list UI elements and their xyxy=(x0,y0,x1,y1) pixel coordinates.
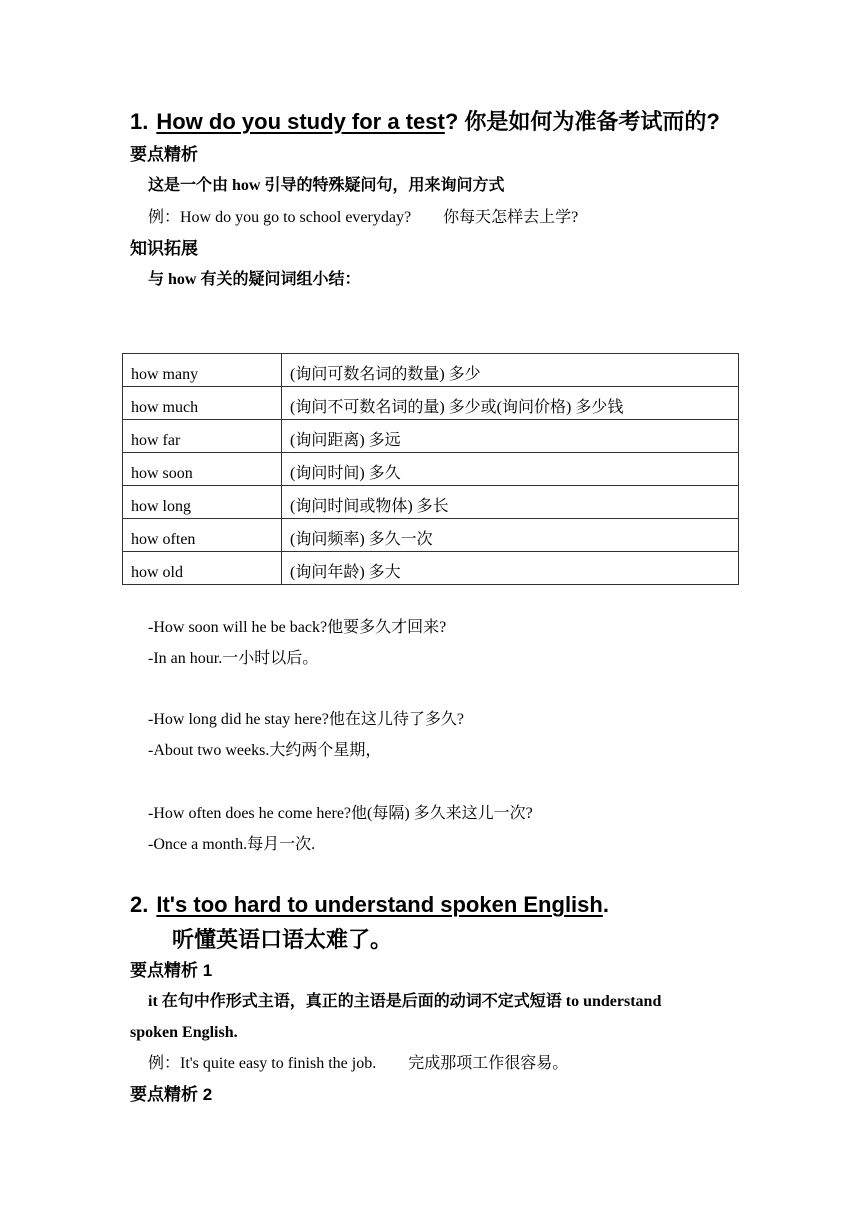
meaning-cell: (询问频率) 多久一次 xyxy=(282,519,739,552)
table-row xyxy=(123,354,739,387)
dialog-line: -Once a month.每月一次. xyxy=(148,836,316,853)
meaning-cell: (询问不可数名词的量) 多少或(询问价格) 多少钱 xyxy=(282,387,739,420)
how-phrases-table xyxy=(122,353,739,585)
section1-key-point-heading: 要点精析 xyxy=(130,145,198,164)
table-row xyxy=(123,519,739,552)
dialog-line: -How often does he come here?他(每隔) 多久来这儿一次? xyxy=(148,805,533,822)
table-row xyxy=(123,420,739,453)
table-row xyxy=(123,453,739,486)
dialog-line: -How long did he stay here?他在这儿待了多久? xyxy=(148,711,464,728)
phrase-cell: how much xyxy=(123,387,282,420)
dialog-line: -In an hour.一小时以后。 xyxy=(148,650,319,667)
section2-key-point1-heading: 要点精析 1 xyxy=(130,961,213,980)
section2-key-point1-line2: spoken English. xyxy=(130,1024,238,1041)
section2-title xyxy=(130,891,609,919)
meaning-cell: (询问距离) 多远 xyxy=(282,420,739,453)
meaning-cell: (询问年龄) 多大 xyxy=(282,552,739,585)
table-row xyxy=(123,486,739,519)
section2-title-en: It's too hard to understand spoken English xyxy=(156,892,603,917)
extension-intro-how: how xyxy=(168,271,197,288)
phrase-cell: how far xyxy=(123,420,282,453)
meaning-cell: (询问可数名词的数量) 多少 xyxy=(282,354,739,387)
dialog-line: -How soon will he be back?他要多久才回来? xyxy=(148,619,447,636)
section1-extension-intro xyxy=(148,269,360,291)
phrase-cell: how many xyxy=(123,354,282,387)
section1-title-zh: ? 你是如何为准备考试而的? xyxy=(444,109,720,134)
key-point-text-part: 引导的特殊疑问句，用来询问方式 xyxy=(264,177,505,194)
section1-key-point-text xyxy=(148,175,504,197)
table-row xyxy=(123,387,739,420)
key-point-text-part: 这是一个由 xyxy=(148,177,229,194)
phrase-cell: how long xyxy=(123,486,282,519)
meaning-cell: (询问时间或物体) 多长 xyxy=(282,486,739,519)
phrase-cell: how old xyxy=(123,552,282,585)
section2-key-point2-heading: 要点精析 2 xyxy=(130,1085,213,1104)
phrase-cell: how often xyxy=(123,519,282,552)
extension-intro-part: 有关的疑问词组小结： xyxy=(200,271,361,288)
section1-number: 1. xyxy=(130,109,149,134)
extension-intro-part: 与 xyxy=(148,271,165,288)
dialog-line: -About two weeks.大约两个星期， xyxy=(148,742,382,759)
section2-title-zh: 听懂英语口语太难了。 xyxy=(172,927,393,952)
phrase-cell: how soon xyxy=(123,453,282,486)
section2-number: 2. xyxy=(130,892,149,917)
section1-title xyxy=(130,108,720,136)
section1-title-en: How do you study for a test xyxy=(156,109,445,134)
section2-example: 例：It's quite easy to finish the job. 完成那项工作很容易。 xyxy=(148,1055,569,1072)
meaning-cell: (询问时间) 多久 xyxy=(282,453,739,486)
section2-title-end: . xyxy=(602,892,609,917)
section2-key-point1-line1: it 在句中作形式主语，真正的主语是后面的动词不定式短语 to understand xyxy=(148,993,662,1010)
table-row xyxy=(123,552,739,585)
section1-example: 例：How do you go to school everyday? 你每天怎样去上学? xyxy=(148,209,579,226)
key-point-text-how: how xyxy=(232,177,261,194)
section1-extension-heading: 知识拓展 xyxy=(130,239,198,258)
